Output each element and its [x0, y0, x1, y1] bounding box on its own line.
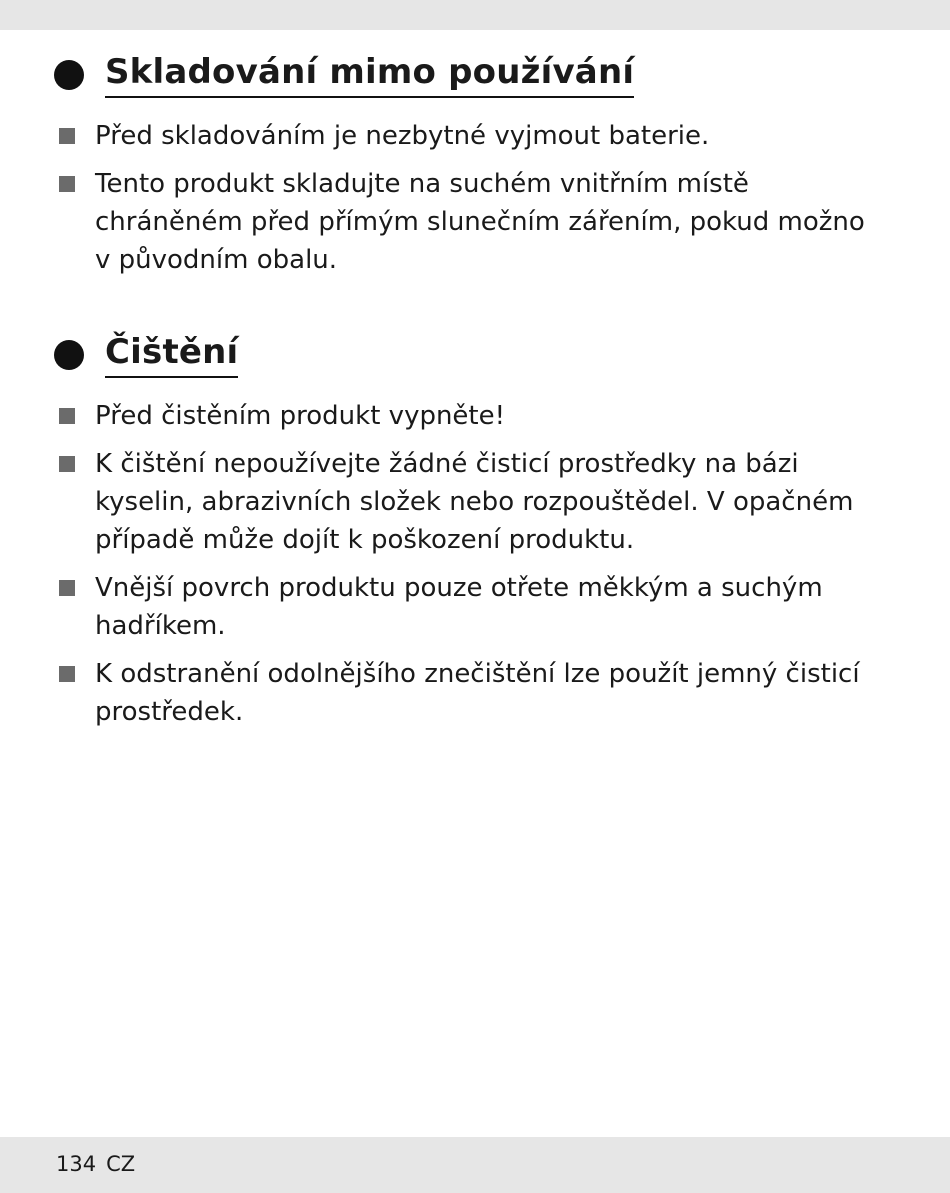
list-item-text: Tento produkt skladujte na suchém vnitřním místě chráněném před přímým slunečním zářením, pokud možno v původním obalu. [95, 169, 865, 275]
page-footer [56, 1152, 135, 1176]
list-item-text: K čištění nepoužívejte žádné čisticí prostředky na bázi kyselin, abrazivních složek nebo rozpouštědel. V opačném případě může dojít k poškození produktu. [95, 449, 854, 555]
list-item-text: Vnější povrch produktu pouze otřete měkkým a suchým hadříkem. [95, 573, 823, 641]
section-title: Skladování mimo používání [105, 49, 634, 98]
footer-band [0, 1137, 950, 1193]
square-bullet-icon [59, 176, 75, 192]
list-item [58, 445, 888, 559]
page-number: 134 [56, 1152, 97, 1176]
square-bullet-icon [59, 456, 75, 472]
section-bullet-icon [54, 340, 84, 370]
section-title: Čištění [105, 329, 238, 378]
storage-list [58, 117, 888, 289]
square-bullet-icon [59, 128, 75, 144]
language-code: CZ [106, 1152, 136, 1176]
square-bullet-icon [59, 408, 75, 424]
list-item-text: K odstranění odolnějšího znečištění lze použít jemný čisticí prostředek. [95, 659, 860, 727]
list-item [58, 397, 888, 435]
list-item [58, 117, 888, 155]
section-bullet-icon [54, 60, 84, 90]
list-item-text: Před čistěním produkt vypněte! [95, 401, 506, 431]
top-band [0, 0, 950, 30]
list-item [58, 569, 888, 645]
list-item-text: Před skladováním je nezbytné vyjmout baterie. [95, 121, 710, 151]
square-bullet-icon [59, 580, 75, 596]
square-bullet-icon [59, 666, 75, 682]
list-item [58, 165, 888, 279]
cleaning-list [58, 397, 888, 741]
list-item [58, 655, 888, 731]
